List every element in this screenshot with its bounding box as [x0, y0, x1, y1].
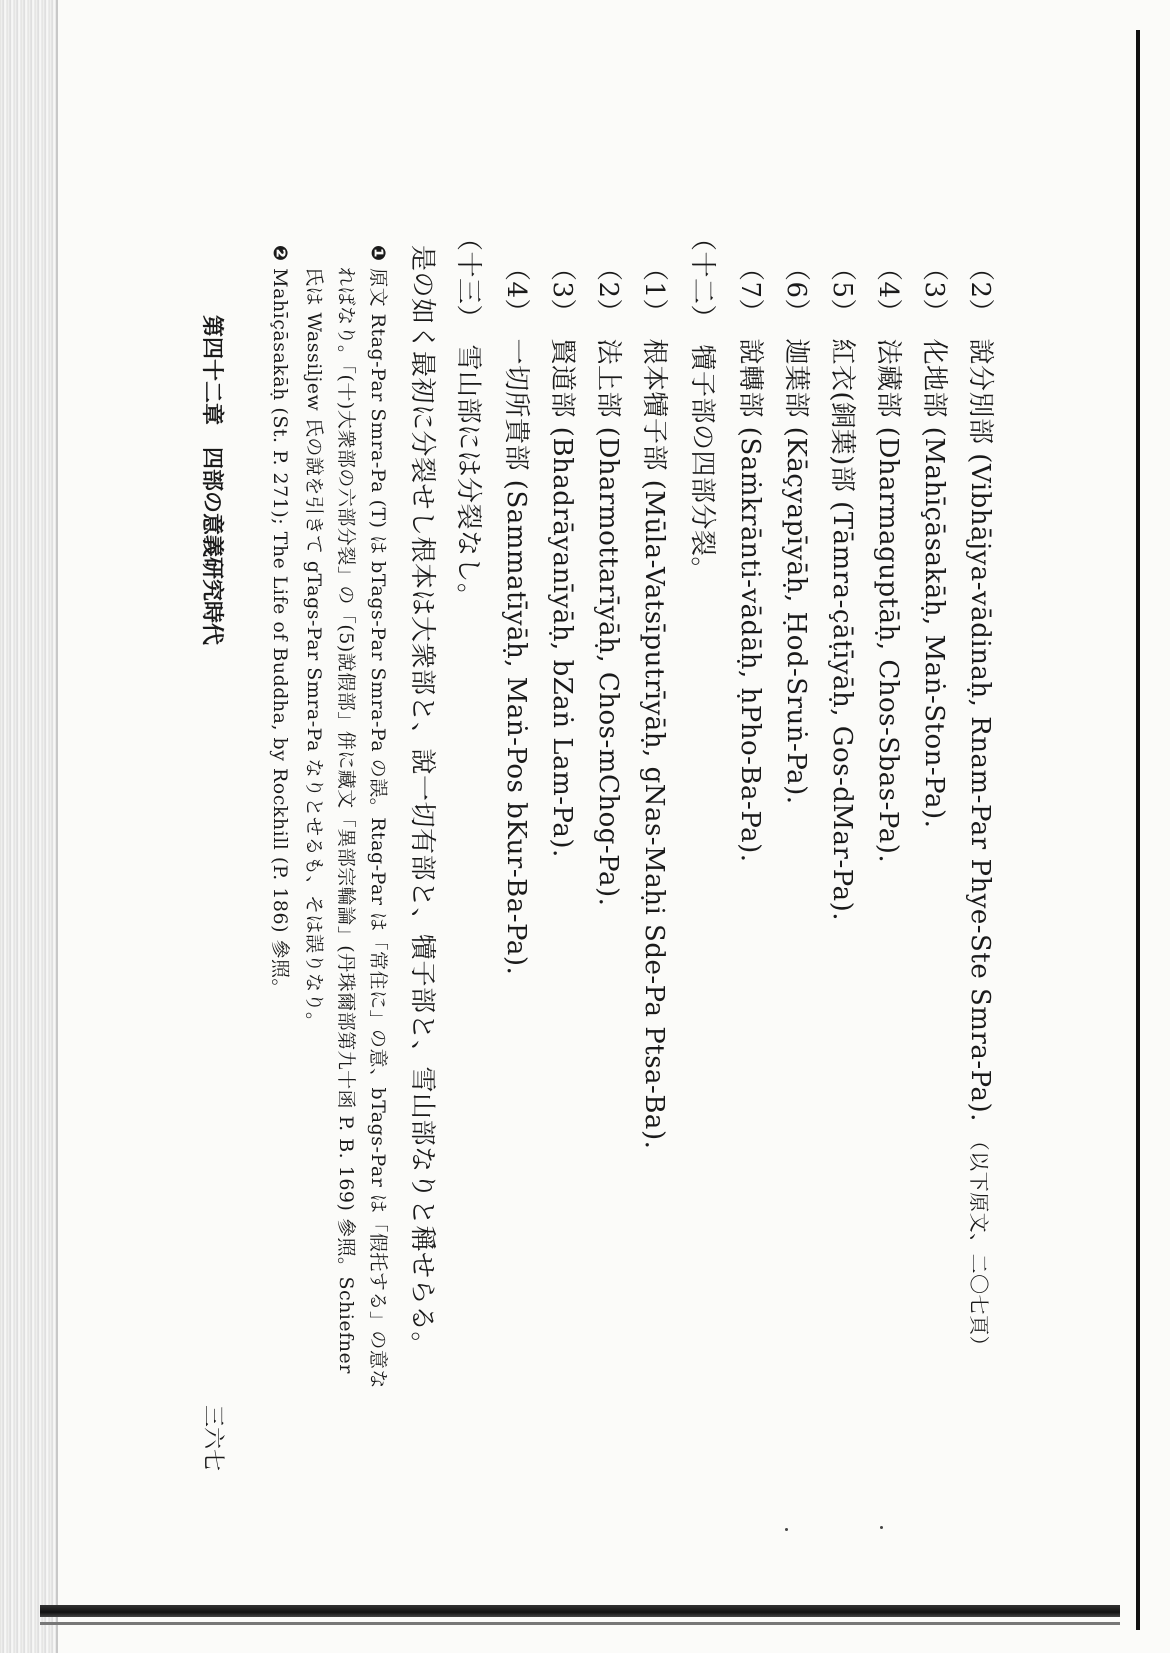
text-line: （1） 根本犢子部 (Mūla-Vatsīputrīyāḥ, gNas-Maḥi Sde-Pa Ptsa-Ba). — [639, 255, 669, 1150]
footnote-1-cont: ればなり。「(十)大衆部の六部分裂」の「(5)說假部」併に藏文「異部宗輪論」(丹珠爾部第九十函 P. B. 169) 參照。Schiefner — [335, 267, 357, 1374]
binding-edge — [0, 0, 58, 1653]
section-heading: （十二） 犢子部の四部分裂。 — [687, 225, 717, 584]
rotated-text-block — [175, 225, 995, 1595]
text-line: （2） 法上部 (Dharmottarīyāḥ, Chos-mChog-Pa). — [593, 255, 623, 907]
page-right-edge — [1136, 30, 1140, 1630]
text-line: （2） 說分別部 (Vibhājya-vādinaḥ, Rnam-Par Phye-Ste Smra-Pa). （以下原文、二〇七頁） — [965, 255, 995, 1357]
footnote-marker: ❷ — [269, 245, 291, 262]
running-head: 第四十二章 四部の意義研究時代 — [199, 315, 225, 646]
text-line: （3） 賢道部 (Bhadrāyanīyāḥ, bZaṅ Lam-Pa). — [547, 255, 577, 858]
text-line: （3） 化地部 (Mahīçāsakāḥ, Maṅ-Ston-Pa). — [919, 255, 949, 829]
text-line: 是の如く最初に分裂せし根本は大衆部と、說一切有部と、犢子部と、雪山部なりと稱せらる。 — [407, 245, 437, 1359]
page-number: 三六七 — [200, 1405, 225, 1472]
page-bottom-edge-thin — [40, 1622, 1120, 1625]
footnote-marker: ❶ — [367, 245, 389, 262]
footnote-1: ❶ 原文 Rtag-Par Smra-Pa (T) は bTags-Par Smra-Pa の誤。Rtag-Par は「常住に」の意、bTags-Par は「假托する」の意な — [367, 245, 389, 1389]
text-line: （4） 法藏部 (Dharmaguptāḥ, Chos-Sbas-Pa). — [873, 255, 903, 864]
text-line: （5） 紅衣(銅葉)部 (Tāmra-çāṭīyāḥ, Gos-dMar-Pa). — [827, 255, 857, 922]
text-line: （7） 說轉部 (Saṁkrānti-vādāḥ, ḥPho-Ba-Pa). — [735, 255, 765, 863]
text-line: （4） 一切所貴部 (Sammatīyāḥ, Maṅ-Pos bKur-Ba-Pa). — [501, 255, 531, 976]
page-bottom-edge — [40, 1605, 1120, 1617]
footnote-1-cont: 氏は Wassiljew 氏の說を引きて gTags-Par Smra-Pa なりとせるも、そは誤りなり。 — [303, 267, 325, 1032]
section-heading: （十三） 雪山部には分裂なし。 — [453, 225, 483, 610]
footnote-2: ❷ Mahīçāsakāḥ (St. P. 271); The Life of Buddha, by Rockhill (P. 186) 參照。 — [269, 245, 291, 999]
original-text-note: （以下原文、二〇七頁） — [967, 1130, 991, 1357]
text-line: （6） 迦葉部 (Kāçyapīyāḥ, Ḥod-Sruṅ-Pa). — [781, 255, 811, 805]
